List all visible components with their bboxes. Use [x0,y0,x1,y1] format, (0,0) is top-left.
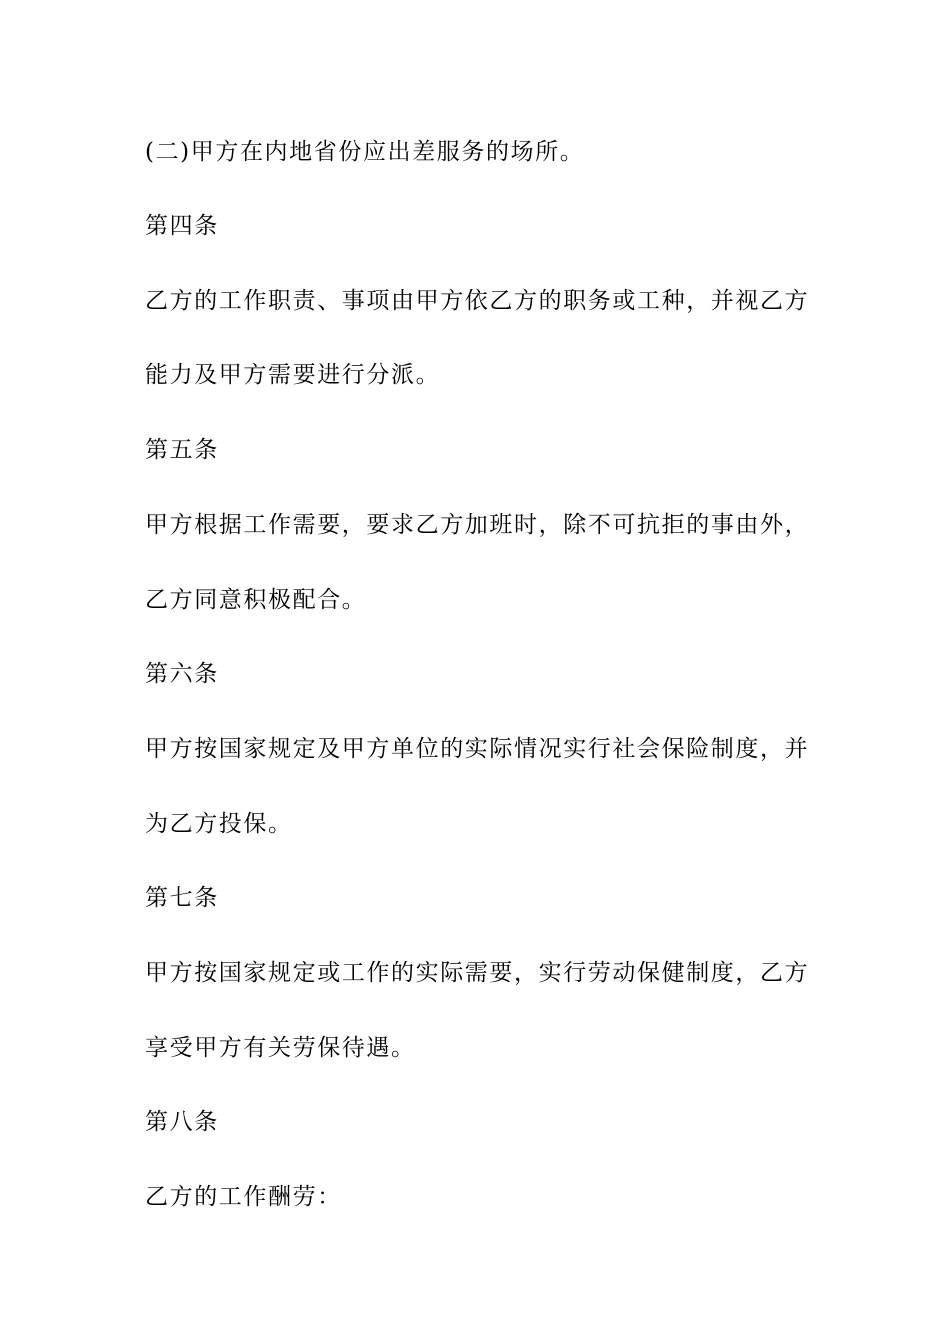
article-heading-6: 第六条 [145,661,219,687]
paragraph-text-line: 甲方根据工作需要，要求乙方加班时，除不可抗拒的事由外， [145,512,810,538]
article-heading-4: 第四条 [145,213,219,239]
article-heading-8: 第八条 [145,1109,219,1135]
paragraph-text-line: 能力及甲方需要进行分派。 [145,362,441,388]
paragraph-text-line: 甲方按国家规定或工作的实际需要，实行劳动保健制度，乙方 [145,960,810,986]
paragraph-text-line: 乙方的工作职责、事项由甲方依乙方的职务或工种，并视乙方 [145,288,810,314]
paragraph-text-line: 享受甲方有关劳保待遇。 [145,1035,416,1061]
article-heading-7: 第七条 [145,885,219,911]
paragraph-text-line: 为乙方投保。 [145,811,293,837]
paragraph-text-line: 乙方同意积极配合。 [145,587,367,613]
article-heading-5: 第五条 [145,437,219,463]
paragraph-text-line: (二)甲方在内地省份应出差服务的场所。 [145,139,585,165]
paragraph-text-line: 乙方的工作酬劳： [145,1184,342,1210]
paragraph-text-line: 甲方按国家规定及甲方单位的实际情况实行社会保险制度，并 [145,736,810,762]
